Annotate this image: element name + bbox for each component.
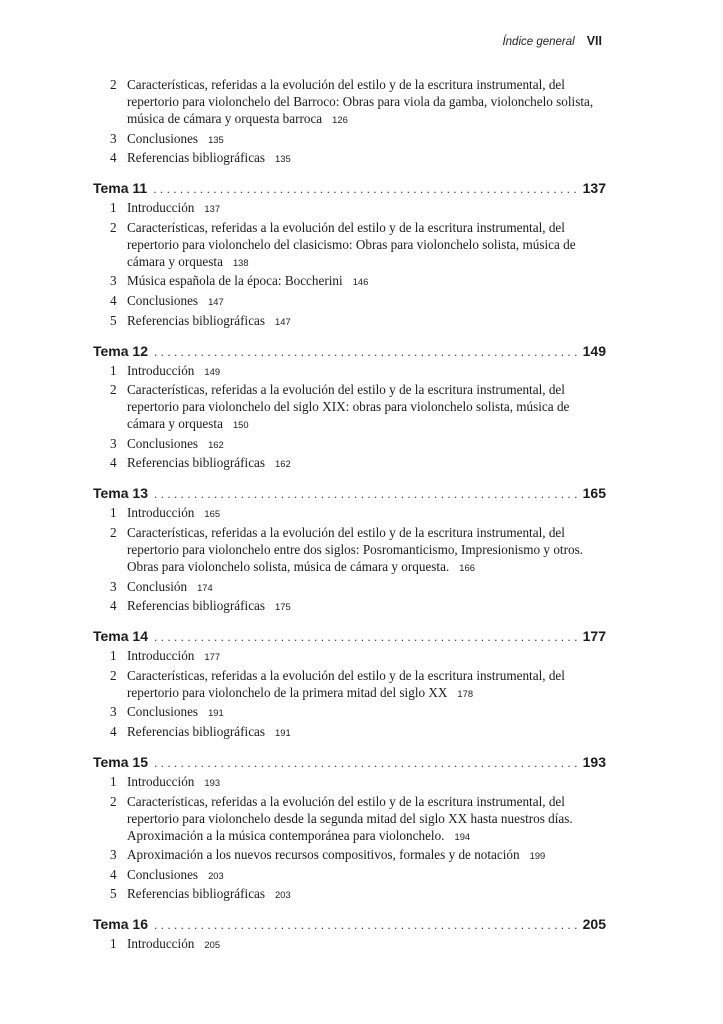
running-head [502,34,602,48]
dot-leader [154,628,579,646]
toc-item-text: Introducción [127,505,195,521]
toc-item-text: Características, referidas a la evolución del estilo y de la escritura instrumental, del repertorio para violonchelo entre dos siglos: Posromanticismo, Impresionismo y otros. Obras para violonchelo solista, música de cámara y orquesta. [127,524,583,574]
tema-title: Tema 13 [93,485,148,502]
toc-item-number: 3 [110,130,117,146]
toc-item[interactable] [93,504,606,522]
toc-item-page: 203 [208,869,224,881]
toc-item[interactable] [93,199,606,217]
toc-item[interactable] [93,312,606,330]
toc-item[interactable] [93,667,606,702]
toc-item-text: Características, referidas a la evolución del estilo y de la escritura instrumental, del repertorio para violonchelo de la primera mitad del siglo XX [127,667,565,700]
toc-item-number: 2 [110,667,117,683]
tema-heading[interactable] [93,627,606,646]
toc-item-number: 2 [110,524,117,540]
toc-item-page: 162 [275,458,291,470]
toc-item-text: Introducción [127,362,195,378]
toc-item-text: Características, referidas a la evolución del estilo y de la escritura instrumental, del repertorio para violonchelo del Barroco: Obras para viola da gamba, violonchelo solista, música de cámara y orquesta barroca [127,77,594,126]
toc-item-text: Características, referidas a la evolución del estilo y de la escritura instrumental, del repertorio para violonchelo del siglo XIX: obras para violonchelo solista, música de cámara y orquesta [127,382,570,432]
toc-item[interactable] [93,793,606,845]
toc-item-number: 1 [110,773,117,789]
toc-item-number: 4 [110,723,117,739]
toc-item[interactable] [93,703,606,721]
toc-item[interactable] [93,935,606,953]
toc-item-number: 1 [110,505,117,521]
toc-item-text: Introducción [127,936,195,952]
toc-item-page: 138 [232,256,249,268]
toc-item-text: Aproximación a los nuevos recursos compositivos, formales y de notación [127,847,520,863]
toc-item-number: 2 [110,77,117,92]
toc-item-number: 4 [110,455,117,471]
toc-item[interactable] [93,272,606,290]
toc-item-number: 5 [110,312,117,328]
toc-item[interactable] [93,454,606,472]
tema-page: 193 [582,753,606,770]
toc-item-page: 194 [454,830,471,842]
toc-item-text: Conclusiones [127,704,199,720]
toc-item-text: Conclusión [127,578,188,594]
toc-item-number: 4 [110,150,117,166]
tema-title: Tema 15 [93,753,148,770]
toc-item-text: Conclusiones [127,866,199,882]
toc-item[interactable] [93,885,606,903]
toc-item-page: 135 [275,153,291,165]
toc-item[interactable] [93,130,606,148]
toc-item-page: 165 [204,508,221,520]
toc-item-page: 149 [204,365,221,377]
toc-item-number: 1 [110,362,117,378]
toc-item[interactable] [93,435,606,453]
toc-item-number: 4 [110,292,117,308]
toc-item-page: 146 [352,276,369,288]
tema-heading[interactable] [93,342,606,361]
dot-leader [154,916,579,934]
tema-heading[interactable] [93,179,606,198]
toc-item-page: 193 [204,776,221,788]
toc-item-text: Introducción [127,200,195,216]
toc-item-page: 147 [208,295,224,307]
tema-heading[interactable] [93,484,606,503]
toc-item[interactable] [93,866,606,884]
toc-item-text: Conclusiones [127,435,199,451]
toc-item-text: Introducción [127,773,195,789]
toc-item[interactable] [93,292,606,310]
toc-item-page: 199 [529,850,546,862]
toc-item[interactable] [93,381,606,433]
toc-item[interactable] [93,219,606,271]
toc-item[interactable] [93,578,606,596]
toc-item-page: 147 [275,315,291,327]
running-head-section: Índice general [502,36,575,48]
toc-item-page: 137 [204,203,221,215]
tema-title: Tema 11 [93,180,148,197]
toc-item-text: Referencias bibliográficas [127,312,266,328]
toc-item[interactable] [93,149,606,167]
toc-item[interactable] [93,846,606,864]
toc-item-page: 150 [232,419,249,431]
toc-item-page: 178 [457,687,474,699]
tema-title: Tema 16 [93,916,148,933]
toc-item-text: Referencias bibliográficas [127,598,266,614]
toc-item-number: 1 [110,200,117,216]
dot-leader [154,485,579,503]
toc-item-page: 162 [208,438,224,450]
toc-item-number: 2 [110,793,117,809]
toc-item[interactable] [93,773,606,791]
toc-item-number: 4 [110,866,117,882]
dot-leader [154,754,579,772]
toc-item-number: 4 [110,598,117,614]
toc-item-number: 3 [110,435,117,451]
toc-item-text: Referencias bibliográficas [127,723,266,739]
toc-item-number: 5 [110,886,117,902]
toc-item-page: 175 [275,601,291,613]
tema-heading[interactable] [93,915,606,934]
tema-title: Tema 12 [93,342,148,359]
tema-page: 137 [582,180,606,197]
toc-item[interactable] [93,723,606,741]
toc-item-number: 3 [110,578,117,594]
toc-item-text: Referencias bibliográficas [127,455,266,471]
continuation-group [93,76,606,167]
tema-page: 149 [582,342,606,359]
toc-item-page: 135 [208,133,224,145]
toc-item-number: 3 [110,847,117,863]
toc-item-page: 177 [204,651,221,663]
toc-item-page: 203 [275,889,291,901]
toc-item-text: Música española de la época: Boccherini [127,273,343,289]
toc-item[interactable] [93,597,606,615]
tema-page: 165 [582,485,606,502]
toc-item-text: Conclusiones [127,292,199,308]
toc-item-page: 174 [197,581,213,593]
toc-item[interactable] [93,362,606,380]
toc-item-number: 2 [110,382,117,398]
toc-item-page: 191 [275,726,291,738]
toc-item-text: Características, referidas a la evolución del estilo y de la escritura instrumental, del repertorio para violonchelo del clasicismo: Obras para violonchelo solista, música de cámara y orquesta [127,219,576,269]
page-number: VII [586,34,602,48]
toc-item-text: Referencias bibliográficas [127,886,266,902]
table-of-contents [93,76,606,955]
toc-item-number: 3 [110,704,117,720]
toc-item-number: 2 [110,219,117,235]
dot-leader [153,180,578,198]
toc-item-page: 191 [208,707,224,719]
toc-item[interactable] [93,76,606,128]
toc-item[interactable] [93,647,606,665]
tema-title: Tema 14 [93,628,148,645]
dot-leader [154,343,579,361]
toc-item-text: Introducción [127,648,195,664]
toc-item-text: Referencias bibliográficas [127,150,266,166]
tema-page: 177 [582,628,606,645]
toc-item-text: Características, referidas a la evolución del estilo y de la escritura instrumental, del repertorio para violonchelo desde la segunda mitad del siglo XX hasta nuestros días. Aproximación a la música contemporánea para violonchelo. [127,793,573,843]
toc-item-page: 126 [332,114,348,125]
toc-item-number: 1 [110,648,117,664]
toc-item[interactable] [93,524,606,576]
toc-item-number: 3 [110,273,117,289]
toc-item-page: 205 [204,939,221,951]
toc-item-page: 166 [459,561,475,573]
tema-heading[interactable] [93,753,606,772]
toc-item-number: 1 [110,936,117,952]
tema-page: 205 [582,916,606,933]
toc-item-text: Conclusiones [127,130,199,146]
